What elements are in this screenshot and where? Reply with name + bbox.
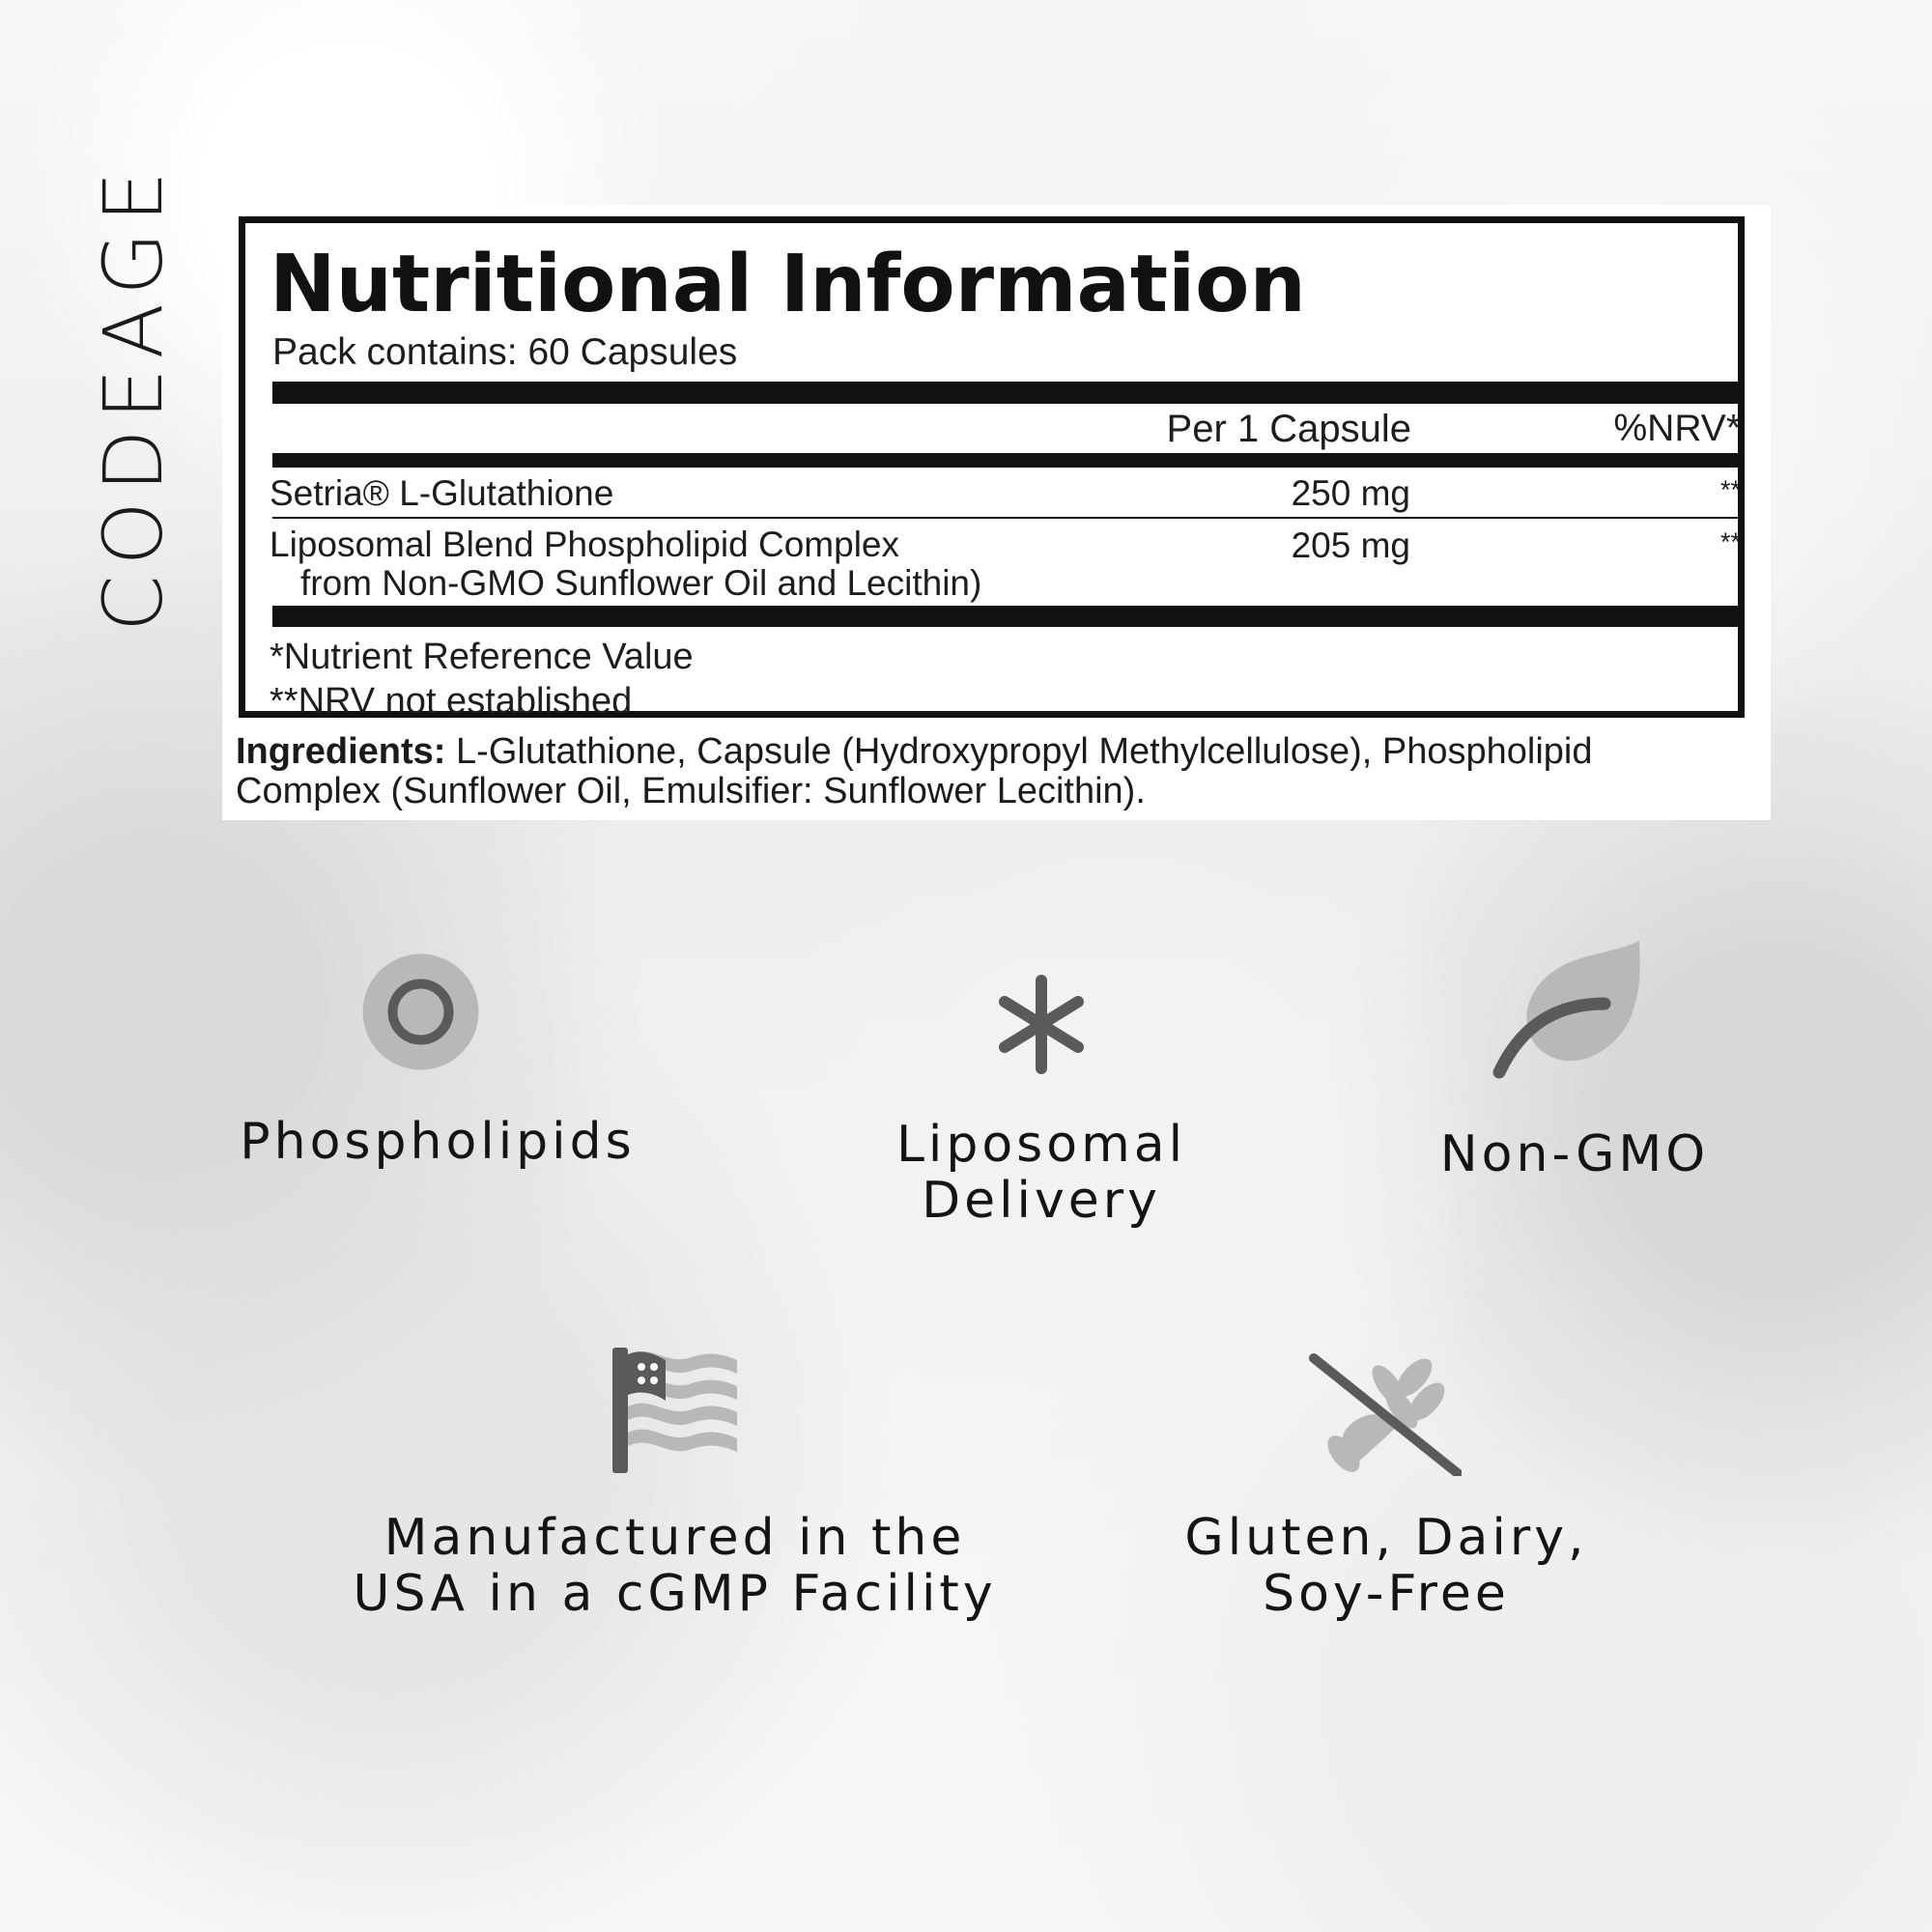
ingredient-row-1-nrv: **	[1719, 475, 1741, 504]
ingredients-value: L-Glutathione, Capsule (Hydroxypropyl Methylcellulose), Phospholipid Complex (Sunflower Oil, Emulsifier: Sunflower Lecithin).	[236, 731, 1593, 811]
usa-flag-icon	[611, 1346, 739, 1475]
nutrition-title: Nutritional Information	[270, 239, 1306, 330]
no-gluten-icon	[1307, 1350, 1462, 1476]
per-capsule-column-header: Per 1 Capsule	[1166, 408, 1411, 450]
feature-phospholipids-line-1: Phospholipids	[240, 1113, 636, 1171]
bottom-divider-bar	[272, 606, 1742, 627]
pack-contains: Pack contains: 60 Capsules	[272, 331, 738, 373]
nutrition-label-card	[222, 205, 1771, 820]
top-divider-bar	[272, 382, 1742, 404]
asterisk-icon	[993, 973, 1090, 1076]
feature-gluten-dairy-soy-free-line-2: Soy-Free	[1263, 1565, 1510, 1623]
ingredient-row-2-amount: 205 mg	[1291, 526, 1410, 565]
ingredient-row-2-nrv: **	[1719, 527, 1741, 556]
feature-liposomal-delivery-line-1: Liposomal	[895, 1116, 1187, 1174]
row-divider	[272, 517, 1742, 519]
nutrition-facts-box	[239, 216, 1745, 722]
ingredients-label: Ingredients:	[236, 731, 446, 772]
ingredient-row-2-name-line-1: Liposomal Blend Phospholipid Complex	[270, 525, 899, 564]
header-divider-bar	[272, 453, 1742, 468]
feature-gluten-dairy-soy-free-line-1: Gluten, Dairy,	[1184, 1509, 1588, 1567]
feature-non-gmo-line-1: Non-GMO	[1439, 1125, 1710, 1183]
feature-usa-cgmp-line-1: Manufactured in the	[384, 1509, 966, 1567]
ingredient-row-1-name: Setria® L-Glutathione	[270, 473, 614, 513]
feature-liposomal-delivery	[877, 1117, 1206, 1229]
nrv-footnote: *Nutrient Reference Value	[270, 637, 694, 677]
feature-phospholipids	[230, 1114, 645, 1170]
brand-wordmark: CODEAGE	[86, 161, 181, 632]
feature-usa-cgmp-line-2: USA in a cGMP Facility	[353, 1565, 997, 1623]
nrv-column-header: %NRV*	[1613, 408, 1741, 449]
nrv-not-established-footnote: **NRV not established	[270, 681, 633, 722]
circle-ring-icon	[360, 952, 481, 1072]
feature-gluten-dairy-soy-free	[1145, 1510, 1628, 1622]
ingredient-row-2-name-line-2: from Non-GMO Sunflower Oil and Lecithin)	[300, 563, 982, 603]
ingredients-text	[236, 732, 1743, 811]
feature-liposomal-delivery-line-2: Delivery	[922, 1172, 1161, 1230]
ingredient-row-2-name	[270, 526, 1100, 603]
ingredient-row-1-amount: 250 mg	[1291, 473, 1410, 513]
feature-usa-cgmp	[326, 1510, 1024, 1622]
leaf-icon	[1492, 940, 1652, 1081]
feature-non-gmo	[1401, 1126, 1748, 1182]
